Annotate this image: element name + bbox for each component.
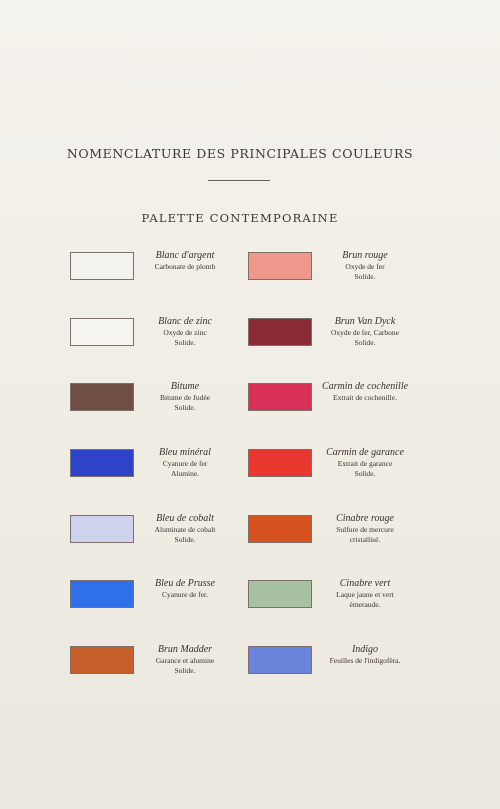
description-line: Aluminate de cobalt	[154, 525, 216, 534]
color-description	[126, 525, 244, 545]
color-name: Blanc d'argent	[155, 250, 215, 261]
color-description	[306, 262, 424, 282]
page-title: NOMENCLATURE DES PRINCIPALES COULEURS	[66, 146, 414, 161]
swatch-carmin-de-garance	[248, 449, 312, 477]
color-name: Bleu de Prusse	[155, 578, 215, 589]
color-description	[126, 262, 244, 272]
color-label	[306, 577, 424, 610]
swatch-blanc-d-argent	[70, 252, 134, 280]
color-name: Cinabre vert	[339, 578, 391, 589]
color-label	[126, 380, 244, 413]
description-line: cristallisé.	[349, 535, 381, 544]
color-name: Bleu de cobalt	[156, 513, 214, 524]
description-line: Feuilles de l'indigofèra.	[329, 656, 401, 665]
color-description	[126, 590, 244, 600]
description-line: Bitume de Judée	[160, 393, 210, 402]
swatch-bleu-mineral	[70, 449, 134, 477]
color-description	[126, 459, 244, 479]
description-line: Oxyde de zinc	[163, 328, 207, 337]
color-label	[306, 315, 424, 348]
description-line: Solide.	[174, 338, 196, 347]
description-line: Solide.	[174, 535, 196, 544]
color-label	[126, 315, 244, 348]
palette-subtitle: PALETTE CONTEMPORAINE	[141, 211, 339, 225]
swatch-cinabre-vert	[248, 580, 312, 608]
title-divider	[208, 180, 270, 181]
description-line: Solide.	[174, 666, 196, 675]
swatch-bitume	[70, 383, 134, 411]
description-line: Extrait de garance	[337, 459, 393, 468]
description-line: Sulfure de mercure	[336, 525, 394, 534]
color-description	[306, 656, 424, 666]
color-name: Cinabre rouge	[336, 513, 394, 524]
color-name: Bleu minéral	[159, 447, 211, 458]
description-line: Alumine.	[170, 469, 200, 478]
color-name: Brun rouge	[342, 250, 388, 261]
color-label	[306, 512, 424, 545]
swatch-blanc-de-zinc	[70, 318, 134, 346]
color-name: Carmin de cochenille	[321, 381, 409, 392]
description-line: Oxyde de fer, Carbone	[330, 328, 399, 337]
description-line: Solide.	[354, 469, 376, 478]
color-label	[306, 643, 424, 666]
color-name: Bitume	[170, 381, 200, 392]
color-name: Brun Van Dyck	[334, 316, 396, 327]
color-label	[126, 512, 244, 545]
color-label	[126, 446, 244, 479]
description-line: Oxyde de fer	[345, 262, 385, 271]
color-label	[126, 577, 244, 600]
swatch-indigo	[248, 646, 312, 674]
color-description	[306, 328, 424, 348]
description-line: Solide.	[174, 403, 196, 412]
swatch-cinabre-rouge	[248, 515, 312, 543]
color-name: Blanc de zinc	[158, 316, 212, 327]
description-line: Cyanure de fer.	[161, 590, 209, 599]
swatch-brun-van-dyck	[248, 318, 312, 346]
color-description	[126, 328, 244, 348]
color-description	[306, 459, 424, 479]
description-line: Extrait de cochenille.	[333, 393, 397, 402]
description-line: Solide.	[354, 338, 376, 347]
color-name: Carmin de garance	[326, 447, 404, 458]
description-line: Cyanure de fer	[162, 459, 208, 468]
description-line: émeraude.	[349, 600, 381, 609]
description-line: Garance et alumine	[155, 656, 215, 665]
description-line: Carbonate de plomb	[154, 262, 216, 271]
swatch-bleu-de-prusse	[70, 580, 134, 608]
description-line: Solide.	[354, 272, 376, 281]
swatch-bleu-de-cobalt	[70, 515, 134, 543]
description-line: Laque jaune et vert	[336, 590, 394, 599]
color-description	[306, 525, 424, 545]
swatch-carmin-de-cochenille	[248, 383, 312, 411]
swatch-brun-madder	[70, 646, 134, 674]
color-label	[126, 643, 244, 676]
color-description	[306, 590, 424, 610]
color-description	[126, 656, 244, 676]
color-name: Indigo	[351, 644, 379, 655]
color-label	[306, 380, 424, 403]
color-label	[126, 249, 244, 272]
color-name: Brun Madder	[157, 644, 213, 655]
color-description	[306, 393, 424, 403]
color-label	[306, 249, 424, 282]
color-label	[306, 446, 424, 479]
color-description	[126, 393, 244, 413]
swatch-brun-rouge	[248, 252, 312, 280]
